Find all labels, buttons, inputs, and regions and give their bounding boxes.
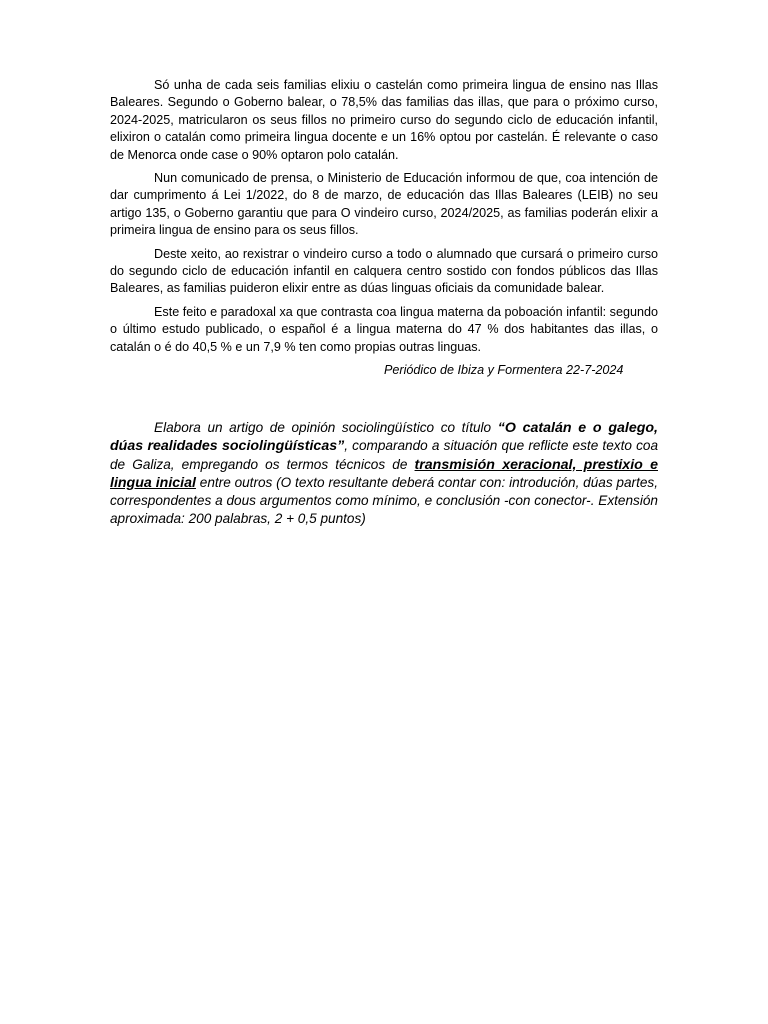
article-paragraph-4: Este feito e paradoxal xa que contrasta coa lingua materna da poboación infantil: segundo o último estudo publicado, o español é a lingua materna do 47 % dos habitantes das illas, o catalán o é do 40,5 % e un 7,9 % ten como propias outras linguas. xyxy=(110,304,658,354)
article-paragraph-3: Deste xeito, ao rexistrar o vindeiro curso a todo o alumnado que cursará o primeiro curso do segundo ciclo de educación infantil en calquera centro sostido con fondos públicos das Illas Baleares, as familias puideron elixir entre as dúas linguas oficiais da comunidade balear. xyxy=(110,246,658,296)
article-paragraph-1: Só unha de cada seis familias elixiu o castelán como primeira lingua de ensino nas Illas Baleares. Segundo o Goberno balear, o 78,5% das familias das illas, que para o próximo curso, 2024-2025, matricularon os seus fillos no primeiro curso do segundo ciclo de educación infantil, elixiron o catalán como primeira lingua docente e un 16% optou por castelán. É relevante o caso de Menorca onde case o 90% optaron polo catalán. xyxy=(110,78,658,162)
task-technical-terms: transmisión xeracional, prestixio e lingua inicial xyxy=(110,456,658,491)
document-page xyxy=(110,77,658,528)
task-prompt xyxy=(110,419,658,528)
task-instructions: , comparando a situación que reflicte este texto coa de Galiza, empregando os termos técnicos de xyxy=(110,438,659,472)
task-intro: Elabora un artigo de opinión sociolingüístico co título xyxy=(154,420,498,436)
article-paragraph-2: Nun comunicado de prensa, o Ministerio de Educación informou de que, coa intención de dar cumprimento á Lei 1/2022, do 8 de marzo, de educación das Illas Baleares (LEIB) no seu artigo 135, o Goberno garantiu que para O vindeiro curso, 2024/2025, as familias poderán elixir a primeira lingua de ensino para os seus fillos. xyxy=(110,171,658,238)
task-requirements: entre outros (O texto resultante deberá contar con: introdución, dúas partes, correspondentes a dous argumentos como mínimo, e conclusión -con conector-. Extensión aproximada: 200 palabras, 2 + 0,5 puntos) xyxy=(110,474,658,527)
article-source: Periódico de Ibiza y Formentera 22-7-2024 xyxy=(384,363,624,378)
task-article-title: “O catalán e o galego, dúas realidades sociolingüísticas” xyxy=(110,420,658,455)
